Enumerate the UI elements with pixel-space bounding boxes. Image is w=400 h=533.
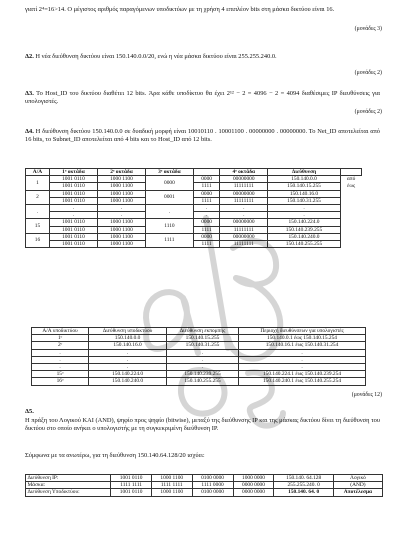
octet-4: 0000 0000 — [233, 482, 274, 489]
octet-1: 1001 0110 — [49, 241, 97, 248]
subnet-address: 150.140.0.0 — [89, 335, 167, 342]
address: 150.140.0.0 — [268, 176, 341, 183]
octet-4: 00000000 — [220, 233, 268, 240]
table-row — [26, 197, 362, 204]
octet-1: 1001 0110 — [49, 197, 97, 204]
section-d3 — [25, 90, 380, 106]
table-header-row — [32, 328, 366, 335]
column-header — [340, 169, 361, 176]
section-d5-text2: Σύμφωνα με τα ανωτέρω, για τη διεύθυνση 150.140.64.128/20 ισχύει: — [25, 452, 205, 459]
octet-1: 1001 0110 — [49, 190, 97, 197]
octet-4: . — [220, 205, 268, 212]
column-header: Α/Α — [26, 169, 50, 176]
operation-note: Λογικό — [333, 475, 382, 482]
address: 150.140.255.255 — [268, 241, 341, 248]
table-row — [26, 475, 383, 482]
octet-2: 1000 1100 — [151, 489, 192, 496]
column-header: 4ᵒ οκτάδα — [220, 169, 268, 176]
octet-3-host: 0000 — [193, 233, 220, 240]
address: . — [268, 205, 341, 212]
table-row — [26, 489, 383, 496]
host-range: 150.140.240.1 έως 150.140.255.254 — [239, 378, 366, 385]
section-text: Το Host_ID του δικτύου διαθέτει 12 bits. Άρα κάθε υποδίκτυο θα έχει 2¹² − 2 = 4096 − 2 = 4094 διαθέσιμες IP διευθύνσεις για υπολογιστές. — [25, 90, 381, 106]
octet-2: 1000 1100 — [97, 183, 145, 190]
marks-label: (μονάδες 2) — [354, 70, 382, 76]
section-label: Δ5. — [25, 408, 34, 415]
address: . — [268, 212, 341, 219]
row-label: Διεύθυνση Υποδικτύου: — [26, 489, 111, 496]
broadcast-address: 150.140.31.255 — [167, 342, 239, 349]
host-range: 150.140.0.1 έως 150.140.15.254 — [239, 335, 366, 342]
table-row — [26, 482, 383, 489]
octet-4: 11111111 — [220, 183, 268, 190]
octet-2: 1000 1100 — [97, 176, 145, 183]
host-range: 150.140.224.1 έως 150.140.239.254 — [239, 371, 366, 378]
broadcast-address: 150.140.255.255 — [167, 378, 239, 385]
column-header — [193, 169, 220, 176]
octet-3-host: 1111 — [193, 183, 220, 190]
octet-2: . — [97, 205, 145, 212]
broadcast-address: 150.140.15.255 — [167, 335, 239, 342]
column-header: Διεύθυνση εκπομπής — [167, 328, 239, 335]
octet-4: 0000 0000 — [233, 489, 274, 496]
section-text: Η διεύθυνση δικτύου 150.140.0.0 σε δυαδική μορφή είναι 10010110 . 10001100 . 00000000 . 00000000. Το Net_ID αποτελείται από 16 bits, το Subnet_ID αποτελείται από 4 bits και το Host_ID από 12 bits. — [25, 128, 380, 144]
octet-4: . — [220, 212, 268, 219]
host-range: . — [239, 349, 366, 356]
octet-1: 1001 0110 — [111, 489, 152, 496]
column-header: 1ᵒ οκτάδα — [49, 169, 97, 176]
subnet-address: . — [89, 349, 167, 356]
octet-2: 1000 1100 — [151, 475, 192, 482]
octet-2: 1000 1100 — [97, 241, 145, 248]
octet-3-host: 1111 — [193, 197, 220, 204]
and-operation-table — [25, 474, 383, 497]
octet-4: 11111111 — [220, 197, 268, 204]
host-range: . — [239, 356, 366, 363]
subnet-binary-table — [25, 168, 362, 248]
watermark-shape — [146, 218, 283, 426]
table-row — [26, 190, 362, 197]
range-note — [340, 219, 361, 226]
octet-1: 1001 0110 — [49, 226, 97, 233]
octet-3-host: 0000 — [193, 176, 220, 183]
subnet-address: . — [89, 364, 167, 371]
range-note — [340, 190, 361, 197]
octet-4: 11111111 — [220, 226, 268, 233]
section-label: Δ2. — [25, 53, 34, 60]
octet-3-host: 0000 — [193, 219, 220, 226]
broadcast-address: . — [167, 364, 239, 371]
address: 150.140.239.255 — [268, 226, 341, 233]
table-row — [26, 205, 362, 212]
section-d5-label — [25, 408, 380, 416]
range-note — [340, 226, 361, 233]
column-header: Διεύθυνση — [268, 169, 341, 176]
section-d4 — [25, 128, 380, 144]
subnet-bits: 1110 — [146, 219, 194, 233]
subnet-index: . — [32, 349, 89, 356]
octet-3-host: . — [193, 212, 220, 219]
dotted-decimal: 150.140. 64.128 — [274, 475, 333, 482]
marks-label: (μονάδες 2) — [354, 109, 382, 115]
column-header: Α/Α υποδικτύου — [32, 328, 89, 335]
table-row — [32, 349, 366, 356]
host-range: 150.140.16.1 έως 150.140.31.254 — [239, 342, 366, 349]
table-row — [32, 342, 366, 349]
address: 150.140.15.255 — [268, 183, 341, 190]
range-note — [340, 197, 361, 204]
section-d5-text: Η πράξη του Λογικού ΚΑΙ (AND), ψηφίο προς ψηφίο (bitwise), μεταξύ της διεύθυνσης IP και της μάσκας δικτύου δίνει τη διεύθυνση του δικτύου στο οποίο ανήκει ο υπολογιστής με τη συγκεκριμένη διεύθυνση IP. — [25, 417, 380, 433]
address: 150.140.224.0 — [268, 219, 341, 226]
table-row — [32, 364, 366, 371]
table-row — [26, 233, 362, 240]
table-row — [32, 378, 366, 385]
subnet-bits: 0001 — [146, 190, 194, 204]
subnet-address: 150.140.224.0 — [89, 371, 167, 378]
octet-2: 1000 1100 — [97, 190, 145, 197]
subnet-index: . — [32, 356, 89, 363]
octet-1: . — [49, 212, 97, 219]
octet-1: 1001 0110 — [49, 176, 97, 183]
octet-3-host: 1111 — [193, 226, 220, 233]
range-note — [340, 233, 361, 240]
subnet-bits: 1111 — [146, 233, 194, 247]
column-header: 3ᵒ οκτάδα — [146, 169, 194, 176]
table-row — [32, 356, 366, 363]
section-d2 — [25, 53, 380, 61]
subnet-index: 15ᵒ — [32, 371, 89, 378]
octet-1: . — [49, 205, 97, 212]
range-note: έως — [347, 183, 356, 190]
octet-2: 1000 1100 — [97, 226, 145, 233]
octet-2: 1000 1100 — [97, 219, 145, 226]
octet-4: 11111111 — [220, 241, 268, 248]
table-row — [26, 212, 362, 219]
octet-1: 1001 0110 — [49, 233, 97, 240]
subnet-index: . — [32, 364, 89, 371]
table-row — [26, 241, 362, 248]
table-row — [32, 335, 366, 342]
octet-3-host: 1111 — [193, 241, 220, 248]
octet-2: 1000 1100 — [97, 197, 145, 204]
octet-1: 1001 0110 — [49, 219, 97, 226]
row-label: Διεύθυνση IP: — [26, 475, 111, 482]
subnet-address: 150.140.16.0 — [89, 342, 167, 349]
octet-2: 1000 1100 — [97, 233, 145, 240]
octet-3: 0100 0000 — [192, 489, 233, 496]
table-row — [26, 219, 362, 226]
address: 150.140.31.255 — [268, 197, 341, 204]
subnet-address-table — [31, 327, 366, 386]
marks-label: (μονάδες 3) — [354, 26, 382, 32]
octet-4: 1000 0000 — [233, 475, 274, 482]
row-index: 15 — [26, 219, 50, 233]
octet-4: 00000000 — [220, 190, 268, 197]
range-note: από — [347, 176, 356, 183]
octet-2: 1111 1111 — [151, 482, 192, 489]
range-note — [340, 212, 361, 219]
broadcast-address: 150.140.239.255 — [167, 371, 239, 378]
column-header: Περιοχή διευθύνσεων για υπολογιστές — [239, 328, 366, 335]
table-header-row — [26, 169, 362, 176]
marks-label: (μονάδες 12) — [351, 392, 382, 398]
octet-2: . — [97, 212, 145, 219]
broadcast-address: . — [167, 356, 239, 363]
octet-3: 1111 0000 — [192, 482, 233, 489]
address: 150.140.16.0 — [268, 190, 341, 197]
section-label: Δ4. — [25, 128, 34, 135]
row-label: Μάσκα: — [26, 482, 111, 489]
dotted-decimal: 255.255.240. 0 — [274, 482, 333, 489]
subnet-index: 16ᵒ — [32, 378, 89, 385]
octet-1: 1001 0110 — [111, 475, 152, 482]
host-range: . — [239, 364, 366, 371]
row-index: 16 — [26, 233, 50, 247]
subnet-bits: 0000 — [146, 176, 194, 190]
row-index: . — [26, 205, 50, 219]
address: 150.140.240.0 — [268, 233, 341, 240]
table-row — [32, 371, 366, 378]
octet-3-host: 0000 — [193, 190, 220, 197]
subnet-address: 150.140.240.0 — [89, 378, 167, 385]
operation-note: Αποτέλεσμα — [333, 489, 382, 496]
range-note — [340, 241, 361, 248]
subnet-address: . — [89, 356, 167, 363]
subnet-index: 1ᵒ — [32, 335, 89, 342]
row-index: 1 — [26, 176, 50, 190]
table-row — [26, 226, 362, 233]
section-text: Η νέα διεύθυνση δικτύου είναι 150.140.0.0/20, ενώ η νέα μάσκα δικτύου είναι 255.255.240.0. — [35, 53, 277, 60]
subnet-index: 2ᵒ — [32, 342, 89, 349]
octet-3: 0100 0000 — [192, 475, 233, 482]
table-row — [26, 183, 362, 190]
octet-4: 00000000 — [220, 176, 268, 183]
octet-3-host: . — [193, 205, 220, 212]
octet-1: 1001 0110 — [49, 183, 97, 190]
range-note — [340, 205, 361, 212]
column-header: Διεύθυνση υποδικτύου — [89, 328, 167, 335]
section-label: Δ3. — [25, 90, 34, 97]
octet-1: 1111 1111 — [111, 482, 152, 489]
table-row — [26, 176, 362, 183]
broadcast-address: . — [167, 349, 239, 356]
row-index: 2 — [26, 190, 50, 204]
operation-note: (AND) — [333, 482, 382, 489]
subnet-bits: . — [146, 205, 194, 219]
octet-4: 00000000 — [220, 219, 268, 226]
column-header: 2ᵒ οκτάδα — [97, 169, 145, 176]
paragraph-intro: γιατί 2⁴=16>14. Ο μέγιστος αριθμός παραγόμενων υποδικτύων με τη χρήση 4 επιπλέον bits στη μάσκα δικτύου είναι 16. — [25, 6, 335, 13]
dotted-decimal: 150.140. 64. 0 — [274, 489, 333, 496]
